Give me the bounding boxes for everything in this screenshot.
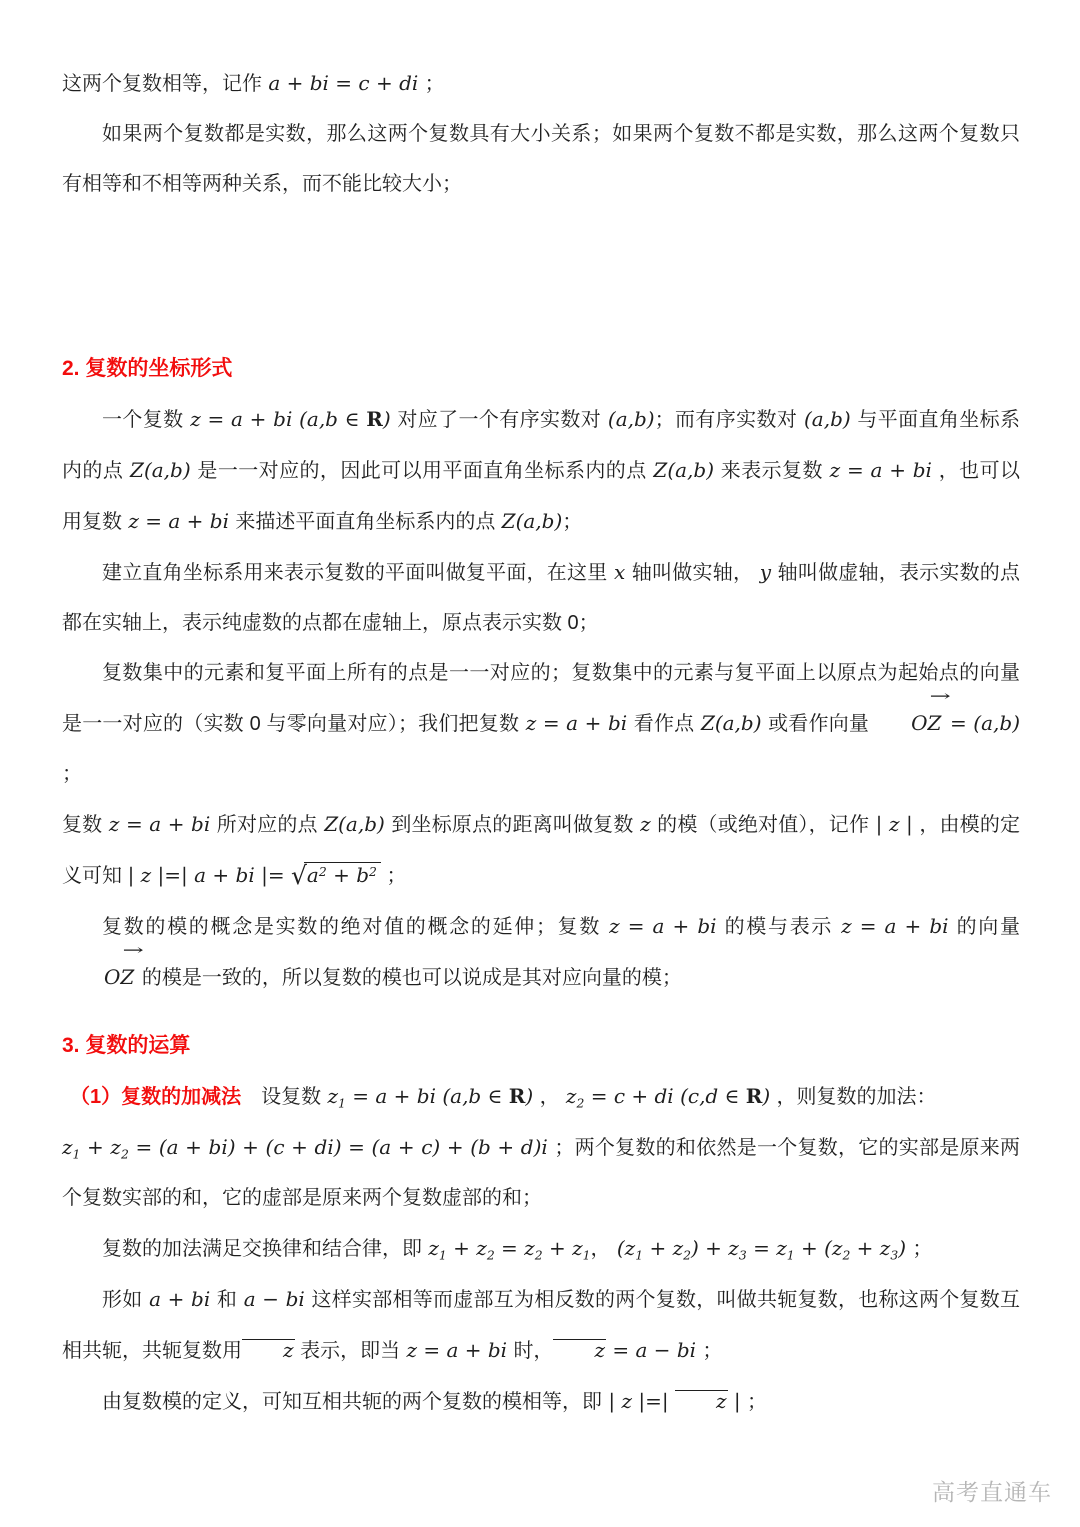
paragraph: 一个复数 z = a + bi (a,b ∈ R) 对应了一个有序实数对 (a,b)；而有序实数对 (a,b) 与平面直角坐标系内的点 Z(a,b) 是一一对应的，因此可以用平面直角坐标系内的点 Z(a,b) 来表示复数 z = a + bi ，也可以用复数 z = a + bi 来描述平面直角坐标系内的点 Z(a,b)；	[62, 407, 1021, 533]
conjugate-bar-notation: z	[553, 1339, 606, 1361]
paragraph: 形如 a + bi 和 a − bi 这样实部相等而虚部互为相反数的两个复数，叫做共轭复数，也称这两个复数互相共轭，共轭复数用 z 表示，即当 z = a + bi 时， z = a − bi ；	[62, 1287, 1021, 1362]
paragraph: 复数的模的概念是实数的绝对值的概念的延伸；复数 z = a + bi 的模与表示 z = a + bi 的向量 → OZ 的模是一致的，所以复数的模也可以说成是其对应向量的模；	[62, 901, 1020, 1003]
watermark: 高考直通车	[932, 1479, 1052, 1505]
document-content	[62, 58, 1020, 1427]
sqrt-notation: $√a^2 + b^2$	[291, 865, 381, 887]
vector-arrow-icon: →	[122, 940, 144, 959]
vector-arrow-notation: → OZ	[871, 698, 941, 748]
section-heading-2: 2. 复数的坐标形式	[62, 357, 233, 380]
paragraph: 由复数模的定义，可知互相共轭的两个复数的模相等，即 | z |=| z | ；	[102, 1389, 767, 1413]
paragraph: 复数的加法满足交换律和结合律，即 $z_1 + z_2 = z_2 + z_1$， $(z_1 + z_2) + z_3 = z_1 + (z_2 + z_3)$ ；	[102, 1236, 933, 1263]
paragraph: 复数集中的元素和复平面上所有的点是一一对应的；复数集中的元素与复平面上以原点为起始点的向量是一一对应的（实数 0 与零向量对应）；我们把复数 z = a + bi 看作点 Z(a,b) 或看作向量 → OZ = (a,b) ；	[62, 662, 1020, 785]
vector-arrow-icon: →	[929, 686, 951, 705]
paragraph: 建立直角坐标系用来表示复数的平面叫做复平面，在这里 x 轴叫做实轴， y 轴叫做虚轴，表示实数的点都在实轴上，表示纯虚数的点都在虚轴上，原点表示实数 0；	[62, 560, 1021, 634]
paragraph: 如果两个复数都是实数，那么这两个复数具有大小关系；如果两个复数不都是实数，那么这两个复数只有相等和不相等两种关系，而不能比较大小；	[62, 123, 1020, 195]
paragraph: 这两个复数相等，记作 a + bi = c + di ；	[62, 71, 445, 95]
radical-icon: √	[290, 861, 307, 890]
conjugate-bar-notation: z	[675, 1390, 728, 1412]
paragraph: 复数 z = a + bi 所对应的点 Z(a,b) 到坐标原点的距离叫做复数 z 的模（或绝对值），记作 | z | ，由模的定义可知 | z |=| a + bi |= $√a^2 + b^2$ ；	[62, 812, 1021, 890]
paragraph: $z_1 + z_2 = (a + bi) + (c + di) = (a + c) + (b + d)i$ ；两个复数的和依然是一个复数，它的实部是原来两个复数实部的和，它的虚部是原来两个复数虚部的和；	[62, 1135, 1021, 1209]
vector-arrow-notation: → OZ	[64, 952, 134, 1002]
conjugate-bar-notation: z	[242, 1339, 295, 1361]
section-heading-3: 3. 复数的运算	[62, 1034, 191, 1057]
paragraph: （1）复数的加减法 设复数 $z_1 = a$ + bi (a,b ∈ R) ， $z_2 = c$ + di (c,d ∈ R) ，则复数的加法：	[70, 1084, 937, 1111]
